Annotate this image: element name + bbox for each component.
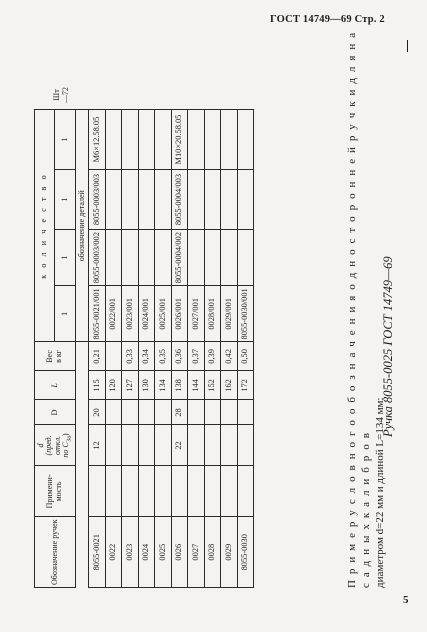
header-q4: 1 bbox=[55, 110, 75, 170]
example-designation: Ручка 8055-0025 ГОСТ 14749—69 bbox=[381, 256, 395, 437]
cell-part4: M6×12.58.05 bbox=[89, 110, 106, 170]
cell-weight bbox=[105, 342, 122, 371]
header-d-sub: 3a bbox=[65, 435, 73, 443]
cell-L: 115 bbox=[89, 371, 106, 400]
table-row bbox=[171, 81, 188, 587]
cell-part3: 8055-0003/003 bbox=[89, 170, 106, 230]
cell-designation: 0024 bbox=[138, 517, 155, 588]
cell-designation: 0023 bbox=[122, 517, 139, 588]
cell-designation: 0026 bbox=[171, 517, 188, 588]
cell-weight: 0,21 bbox=[89, 342, 106, 371]
cell-part3: 8055-0004/003 bbox=[171, 170, 188, 230]
header-applicability: Примени- мость bbox=[35, 466, 76, 517]
caption-line-2: диаметром d=22 мм и длиной L=134 мм: bbox=[373, 397, 386, 588]
cell-designation: 0029 bbox=[221, 517, 238, 588]
cell-weight: 0,42 bbox=[221, 342, 238, 371]
cell-weight: 0,37 bbox=[188, 342, 205, 371]
cell-L: 138 bbox=[171, 371, 188, 400]
table-row bbox=[221, 81, 238, 587]
page-number: 5 bbox=[403, 594, 409, 606]
cell-d: 12 bbox=[89, 425, 106, 466]
cell-L: 120 bbox=[105, 371, 122, 400]
header-q2: 1 bbox=[55, 230, 75, 286]
cell-weight: 0,33 bbox=[122, 342, 139, 371]
cell-designation: 0028 bbox=[204, 517, 221, 588]
header-q1: 1 bbox=[55, 286, 75, 342]
cell-D: 20 bbox=[89, 400, 106, 425]
cell-L: 144 bbox=[188, 371, 205, 400]
cell-part2: 8055-0004/002 bbox=[171, 230, 188, 286]
table-row bbox=[89, 81, 106, 587]
cell-designation: 8055-0021 bbox=[89, 517, 106, 588]
table-row bbox=[188, 81, 205, 587]
header-d bbox=[35, 425, 76, 466]
rotated-sheet bbox=[18, 31, 418, 612]
header-parts: обозначение деталей bbox=[75, 110, 88, 342]
table-row bbox=[155, 81, 172, 587]
top-tick-mark bbox=[407, 40, 408, 52]
header-d-close: ) bbox=[61, 433, 71, 436]
cell-L: 130 bbox=[138, 371, 155, 400]
cell-part1: 8055-0021/001 bbox=[89, 286, 106, 342]
cell-part1: 0028/001 bbox=[204, 286, 221, 342]
cell-designation: 0025 bbox=[155, 517, 172, 588]
caption-line-1: П р и м е р у с л о в н о г о о б о з н а ч е н и я о д н о с т о р о н н е й р у ч к и д л я н а с а д н ы х к а л и б р о в bbox=[346, 31, 372, 588]
cell-L: 134 bbox=[155, 371, 172, 400]
cell-part1: 0022/001 bbox=[105, 286, 122, 342]
table-row bbox=[105, 81, 122, 587]
cell-weight: 0,36 bbox=[171, 342, 188, 371]
cell-part1: 8055-0030/001 bbox=[237, 286, 254, 342]
cell-part1: 0027/001 bbox=[188, 286, 205, 342]
cell-D: 28 bbox=[171, 400, 188, 425]
header-D: D bbox=[35, 400, 76, 425]
cell-part1: 0026/001 bbox=[171, 286, 188, 342]
header-L: L bbox=[35, 371, 76, 400]
handles-table bbox=[34, 81, 254, 588]
cell-part1: 0025/001 bbox=[155, 286, 172, 342]
cell-part4: M10×20.58.05 bbox=[171, 110, 188, 170]
cell-L: 127 bbox=[122, 371, 139, 400]
table-row bbox=[138, 81, 155, 587]
header-quantity: к о л и ч е с т в о bbox=[35, 110, 55, 342]
cell-part1: 0023/001 bbox=[122, 286, 139, 342]
cell-part2: 8055-0003/002 bbox=[89, 230, 106, 286]
cell-designation: 8055-0030 bbox=[237, 517, 254, 588]
header-designation: Обозначение ручек bbox=[35, 517, 76, 588]
cell-weight: 0,50 bbox=[237, 342, 254, 371]
cell-L: 152 bbox=[204, 371, 221, 400]
cell-applicability bbox=[89, 466, 106, 517]
cell-L: 172 bbox=[237, 371, 254, 400]
cell-d: 22 bbox=[171, 425, 188, 466]
cell-L: 162 bbox=[221, 371, 238, 400]
cell-weight: 0,39 bbox=[204, 342, 221, 371]
cell-weight: 0,35 bbox=[155, 342, 172, 371]
page-header: ГОСТ 14749—69 Стр. 2 bbox=[270, 14, 385, 25]
table-row bbox=[237, 81, 254, 587]
table-row bbox=[204, 81, 221, 587]
header-d-text: d (пред. откл. по C bbox=[36, 435, 71, 458]
cell-designation: 0022 bbox=[105, 517, 122, 588]
cell-designation: 0027 bbox=[188, 517, 205, 588]
header-note: Шт —72 bbox=[52, 87, 70, 104]
header-q3: 1 bbox=[55, 170, 75, 230]
header-weight: Вес в кг bbox=[35, 342, 76, 371]
cell-part1: 0029/001 bbox=[221, 286, 238, 342]
table-row bbox=[122, 81, 139, 587]
cell-part1: 0024/001 bbox=[138, 286, 155, 342]
cell-weight: 0,34 bbox=[138, 342, 155, 371]
